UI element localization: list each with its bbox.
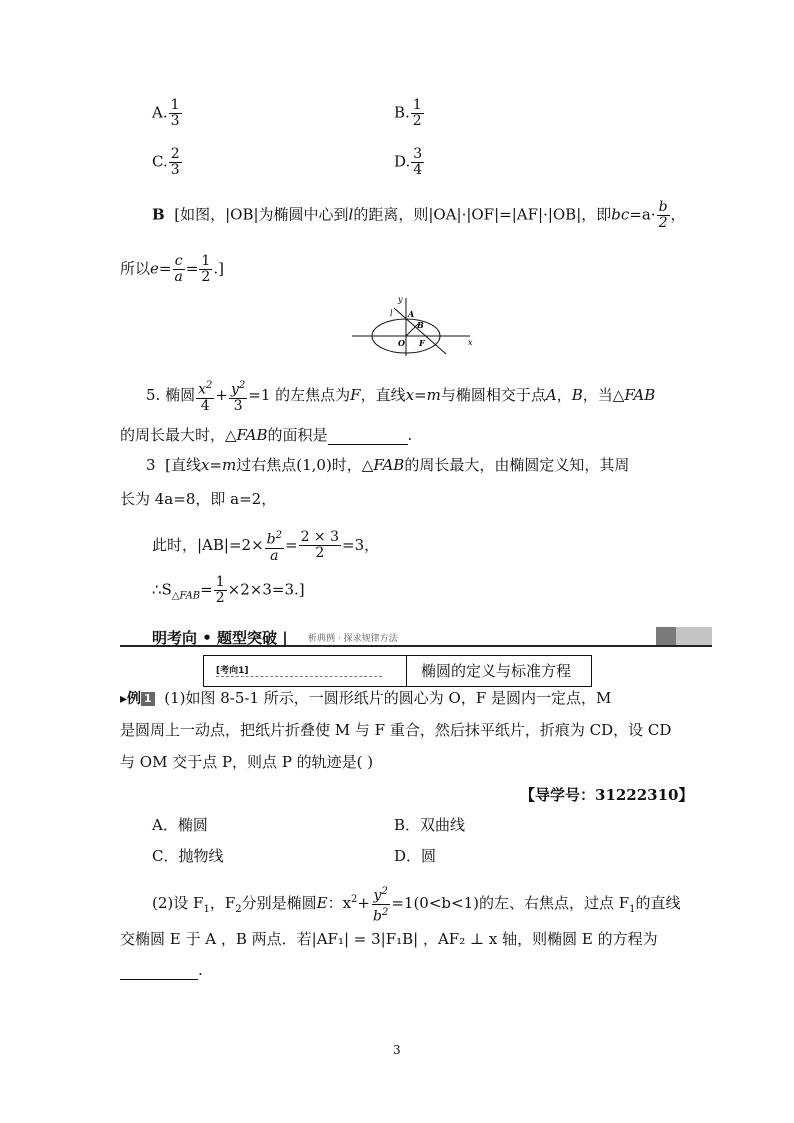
denominator: a <box>174 269 183 285</box>
example1-part2-line3 <box>120 960 203 980</box>
answer-text: [如图，|OB|为椭圆中心到 <box>174 205 349 224</box>
fraction <box>214 575 227 606</box>
question-text: 5. 椭圆 <box>146 385 196 404</box>
example-text: 与 OM 交于点 P，则点 P 的轨迹是( ) <box>120 753 374 771</box>
subscript: 1 <box>203 904 210 916</box>
fraction <box>169 147 182 178</box>
question-5-line2 <box>120 425 412 445</box>
example-text: 交椭圆 E 于 A ，B 两点．若|AF₁| = 3|F₁B| ，AF₂ ⊥ x 轴，则椭圆 E 的方程为 <box>120 930 658 948</box>
math-op: = <box>158 259 172 278</box>
answer-text: 此时，|AB|=2× <box>152 535 264 554</box>
denominator: 3 <box>233 397 243 414</box>
option-label: B. <box>394 103 410 122</box>
example-text: 分别是椭圆 <box>241 894 317 913</box>
answer-text: ×2×3=3.] <box>227 580 305 599</box>
label-x: x <box>468 338 473 347</box>
numerator: b <box>658 199 668 215</box>
subscript: △FAB <box>171 590 201 602</box>
math-op: = <box>414 385 427 404</box>
math-var: b <box>266 531 276 548</box>
example1-line3 <box>120 752 373 772</box>
question-text: 与椭圆相交于点 <box>440 385 546 404</box>
numerator: c <box>174 253 183 269</box>
fraction <box>299 530 341 561</box>
option-label: C. <box>152 152 168 171</box>
answer-text: 的距离，则|OA|·|OF|=|AF|·|OB|，即 <box>353 205 612 224</box>
fraction <box>411 147 424 178</box>
question-text: 的周长最大时，△ <box>120 426 237 444</box>
exponent: 2 <box>381 906 389 918</box>
answer-text: [直线 <box>165 456 201 474</box>
punctuation: ， <box>556 385 572 404</box>
punctuation: ， <box>670 205 686 224</box>
exponent: 2 <box>275 530 282 541</box>
numerator: 1 <box>201 253 211 269</box>
denominator: a <box>270 547 279 564</box>
exponent: 2 <box>206 380 213 391</box>
math-op: =a· <box>629 205 656 224</box>
guide-number <box>520 785 694 805</box>
example-text: ，F <box>209 894 236 913</box>
answer-text: 的周长最大，由椭圆定义知，其周 <box>404 456 630 474</box>
guide-text: 【导学号：31222310】 <box>520 786 694 804</box>
exponent: 2 <box>381 886 388 897</box>
example1-option-b <box>394 815 465 835</box>
math-var: E <box>316 894 328 913</box>
math-op: = <box>285 535 298 554</box>
section-block-light <box>676 627 712 645</box>
label-y: y <box>398 295 403 304</box>
fraction <box>657 200 670 231</box>
option-label: A. <box>152 103 168 122</box>
example-text: 的直线 <box>635 894 681 913</box>
answer-text: ∴S <box>152 580 172 599</box>
answer-text: 过右焦点(1,0)时，△ <box>236 456 374 474</box>
section-title: 明考向 • 题型突破 | <box>152 629 288 647</box>
numerator: 2 × 3 <box>300 529 340 546</box>
question-5-line1 <box>146 378 655 414</box>
answer-text: 所以 <box>120 259 151 278</box>
denominator: 4 <box>413 162 423 178</box>
section-subtitle: 析典例 · 探求规律方法 <box>308 634 398 644</box>
answer-blank <box>328 430 408 445</box>
example-tag: ▸例 1 <box>120 689 155 709</box>
math-var: A <box>545 385 557 404</box>
label-l: l <box>390 309 393 318</box>
math-var: FAB <box>373 456 405 474</box>
math-op: = <box>200 580 213 599</box>
example1-option-a <box>152 815 208 835</box>
answer-q5-line3 <box>152 528 379 564</box>
ellipse-figure <box>348 292 478 358</box>
example1-part2-line2 <box>120 929 658 949</box>
denominator: 2 <box>412 113 422 129</box>
denominator: 2 <box>215 590 225 606</box>
topic-title: 椭圆的定义与标准方程 <box>421 662 572 680</box>
topic-box <box>203 655 592 687</box>
label-b: B <box>417 320 424 330</box>
question-text: ，当△ <box>582 385 625 404</box>
math-var: x <box>405 385 415 404</box>
fraction <box>169 98 182 129</box>
math-var: y <box>230 381 239 398</box>
math-var: FAB <box>236 426 268 444</box>
denominator: 2 <box>658 215 668 231</box>
page-number: 3 <box>393 1043 401 1057</box>
answer-q4-line2 <box>120 254 224 285</box>
option-label: D. <box>394 152 411 171</box>
question-text: =1 的左焦点为 <box>248 385 351 404</box>
label-a: A <box>408 309 415 319</box>
example1-line1 <box>120 688 611 709</box>
question-text: 的面积是 <box>267 426 328 444</box>
answer-q5-line1 <box>146 455 629 475</box>
math-var: e <box>150 259 159 278</box>
math-op: = <box>209 456 222 474</box>
answer-text: 长为 4a=8，即 a=2， <box>120 490 277 508</box>
math-op: = <box>185 259 199 278</box>
math-var: b <box>373 908 382 925</box>
example1-part2-line1 <box>152 884 681 924</box>
fraction <box>199 254 212 285</box>
fraction <box>265 528 284 564</box>
math-var: m <box>222 456 237 474</box>
denominator: 4 <box>200 397 210 414</box>
math-var: B <box>571 385 583 404</box>
option-text: C．抛物线 <box>152 847 224 865</box>
fraction <box>411 98 424 129</box>
math-var: l <box>348 205 354 224</box>
example-text: (1)如图 8-5-1 所示，一圆形纸片的圆心为 O，F 是圆内一定点，M <box>164 689 612 707</box>
answer-value: 3 <box>146 456 156 474</box>
example-text: ：x <box>327 894 352 913</box>
topic-dash <box>216 676 382 677</box>
denominator: 3 <box>170 113 180 129</box>
example-label: 例 <box>127 691 142 707</box>
section-block-dark <box>656 627 676 645</box>
topic-tag: [考向1] <box>216 666 249 676</box>
answer-text: =3， <box>342 535 380 554</box>
answer-blank <box>120 965 198 980</box>
numerator: 1 <box>215 574 225 590</box>
question-text: ，直线 <box>360 385 406 404</box>
example1-option-c <box>152 846 223 866</box>
section-header <box>120 627 712 647</box>
math-var: FAB <box>624 385 656 404</box>
example-text: 是圆周上一动点，把纸片折叠使 M 与 F 重合，然后抹平纸片，折痕为 CD，设 CD <box>120 721 672 739</box>
denominator: 2 <box>201 269 211 285</box>
label-o: O <box>398 338 405 348</box>
example-text: =1(0<b<1)的左、右焦点，过点 F <box>391 894 630 913</box>
option-text: D．圆 <box>394 847 437 865</box>
example-text: (2)设 F <box>152 894 204 913</box>
denominator: 3 <box>170 162 180 178</box>
option-text: B．双曲线 <box>394 816 466 834</box>
punctuation: . <box>407 426 413 444</box>
punctuation: . <box>198 961 203 979</box>
punctuation: .] <box>213 259 224 278</box>
math-var: y <box>373 887 382 904</box>
option-text: A．椭圆 <box>152 816 208 834</box>
example-number: 1 <box>141 692 155 706</box>
exponent: 2 <box>351 894 358 906</box>
math-op: + <box>357 894 370 913</box>
subscript: 2 <box>235 904 242 916</box>
math-var: bc <box>611 205 630 224</box>
numerator: 3 <box>413 146 423 162</box>
denominator: 2 <box>315 545 325 562</box>
answer-q5-line2 <box>120 489 276 509</box>
topic-tag-cell <box>204 656 407 686</box>
fraction <box>229 378 247 414</box>
fraction <box>172 254 184 285</box>
option-d <box>394 147 425 178</box>
math-var: x <box>198 381 206 398</box>
option-c <box>152 147 183 178</box>
option-b <box>394 98 425 129</box>
math-var: F <box>350 385 361 404</box>
exponent: 2 <box>238 380 246 391</box>
numerator: 1 <box>170 97 180 113</box>
fraction <box>196 378 214 414</box>
answer-letter: B <box>152 205 165 224</box>
answer-q5-line4 <box>152 575 305 607</box>
fraction <box>371 884 390 924</box>
example1-option-d <box>394 846 436 866</box>
math-op: + <box>215 385 228 404</box>
answer-q4-line1 <box>152 200 686 231</box>
numerator: 1 <box>412 97 422 113</box>
option-a <box>152 98 183 129</box>
math-var: m <box>426 385 441 404</box>
label-f: F <box>419 338 425 348</box>
math-var: x <box>200 456 210 474</box>
numerator: 2 <box>170 146 180 162</box>
example1-line2 <box>120 720 671 740</box>
subscript: 1 <box>629 904 636 916</box>
